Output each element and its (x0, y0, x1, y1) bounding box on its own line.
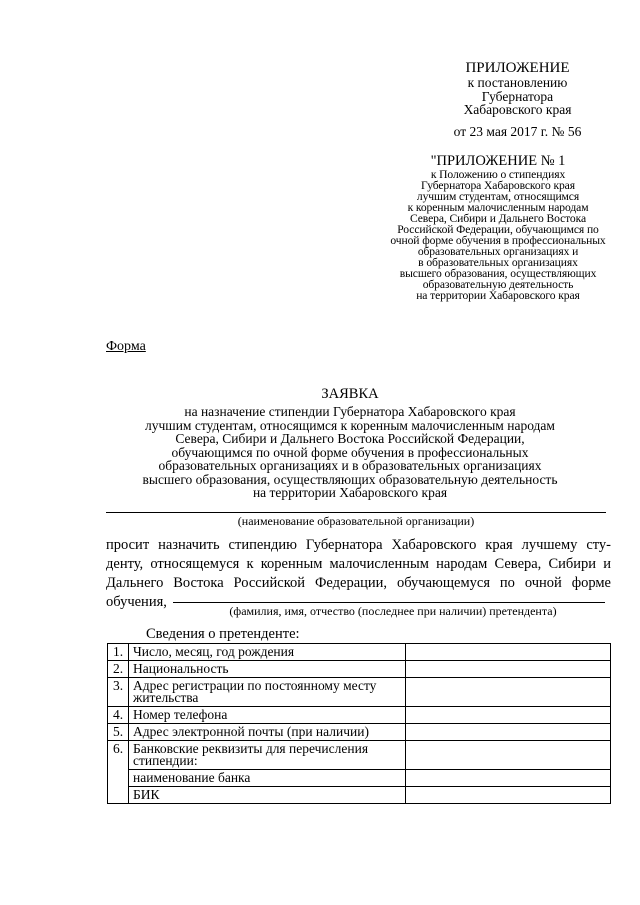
applicant-info-table (107, 643, 611, 804)
request-paragraph (106, 536, 611, 612)
regulation-appendix-title: "ПРИЛОЖЕНИЕ № 1 (430, 153, 566, 169)
subtitle-line: на территории Хабаровского края (252, 485, 448, 500)
application-title: ЗАЯВКА (321, 386, 379, 402)
row-value-cell[interactable] (406, 770, 611, 787)
subtitle-line: лучшим студентам, относящимся к коренным малочисленным народам (145, 417, 555, 433)
row-label: наименование банка (129, 770, 406, 787)
form-label: Форма (106, 339, 146, 354)
row-label: БИК (129, 787, 406, 804)
table-row (108, 707, 611, 724)
row-number: 4. (108, 707, 129, 724)
decree-date: от 23 мая 2017 г. № 56 (453, 123, 582, 139)
org-name-caption: (наименование образовательной организации) (237, 514, 475, 528)
decree-appendix-line: Губернатора (481, 88, 554, 104)
row-label: Адрес электронной почты (при наличии) (129, 724, 406, 741)
request-line: денту, относящемуся к коренным малочисленным народам Севера, Сибири и (106, 556, 611, 572)
applicant-name-field-line[interactable] (173, 602, 605, 603)
request-line: Дальнего Востока Российской Федерации, обучающемуся по очной форме (106, 575, 611, 591)
table-row (108, 661, 611, 678)
regulation-appendix-line: лучшим студентам, относящимся (416, 190, 580, 203)
row-label: Национальность (129, 661, 406, 678)
regulation-appendix-line: Губернатора Хабаровского края (421, 179, 575, 192)
row-label: Число, месяц, год рождения (129, 644, 406, 661)
row-label: Номер телефона (129, 707, 406, 724)
application-subtitle (90, 405, 610, 500)
table-row (108, 644, 611, 661)
regulation-appendix-line: Севера, Сибири и Дальнего Востока (409, 212, 587, 225)
decree-appendix-line: к постановлению (467, 75, 568, 90)
row-value-cell[interactable] (406, 787, 611, 804)
decree-appendix-title: ПРИЛОЖЕНИЕ (465, 60, 570, 76)
table-row (108, 724, 611, 741)
row-value-cell[interactable] (406, 741, 611, 770)
org-name-field-line[interactable] (106, 512, 606, 513)
regulation-appendix-line: в образовательных организациях (418, 256, 578, 269)
row-value-cell[interactable] (406, 661, 611, 678)
regulation-appendix-line: Российской Федерации, обучающимся по (397, 223, 599, 236)
decree-appendix-line: Хабаровского края (463, 102, 572, 117)
row-label: Банковские реквизиты для перечисления стипендии: (129, 741, 406, 770)
subtitle-line: обучающимся по очной форме обучения в профессиональных (171, 444, 529, 460)
request-line: просит назначить стипендию Губернатора Хабаровского края лучшему сту- (106, 537, 611, 553)
request-last-word: обучения, (106, 594, 167, 610)
row-value-cell[interactable] (406, 644, 611, 661)
decree-appendix-block (400, 60, 635, 139)
row-value-cell[interactable] (406, 707, 611, 724)
regulation-appendix-line: очной форме обучения в профессиональных (390, 234, 606, 247)
subtitle-line: образовательных организациях и в образовательных организациях (158, 458, 542, 473)
regulation-appendix-line: высшего образования, осуществляющих (399, 267, 597, 280)
table-row (108, 678, 611, 707)
row-value-cell[interactable] (406, 724, 611, 741)
subtitle-line: высшего образования, осуществляющих образовательную деятельность (142, 471, 558, 487)
row-number: 1. (108, 644, 129, 661)
regulation-appendix-line: на территории Хабаровского края (416, 289, 580, 302)
regulation-appendix-block (358, 154, 638, 301)
row-label: Адрес регистрации по постоянному месту жительства (129, 678, 406, 707)
row-number: 2. (108, 661, 129, 678)
table-row (108, 741, 611, 770)
row-number: 3. (108, 678, 129, 707)
regulation-appendix-line: образовательную деятельность (422, 278, 574, 291)
table-row (108, 770, 611, 787)
row-value-cell[interactable] (406, 678, 611, 707)
subtitle-line: Севера, Сибири и Дальнего Востока Российской Федерации, (175, 431, 525, 446)
row-number: 6. (108, 741, 129, 804)
regulation-appendix-line: к коренным малочисленным народам (407, 201, 589, 214)
applicant-name-caption: (фамилия, имя, отчество (последнее при наличии) претендента) (229, 604, 557, 618)
regulation-appendix-line: к Положению о стипендиях (430, 168, 566, 181)
regulation-appendix-line: образовательных организациях и (417, 245, 579, 258)
subtitle-line: на назначение стипендии Губернатора Хабаровского края (184, 404, 516, 419)
row-number: 5. (108, 724, 129, 741)
applicant-info-heading: Сведения о претенденте: (146, 626, 300, 642)
table-row (108, 787, 611, 804)
